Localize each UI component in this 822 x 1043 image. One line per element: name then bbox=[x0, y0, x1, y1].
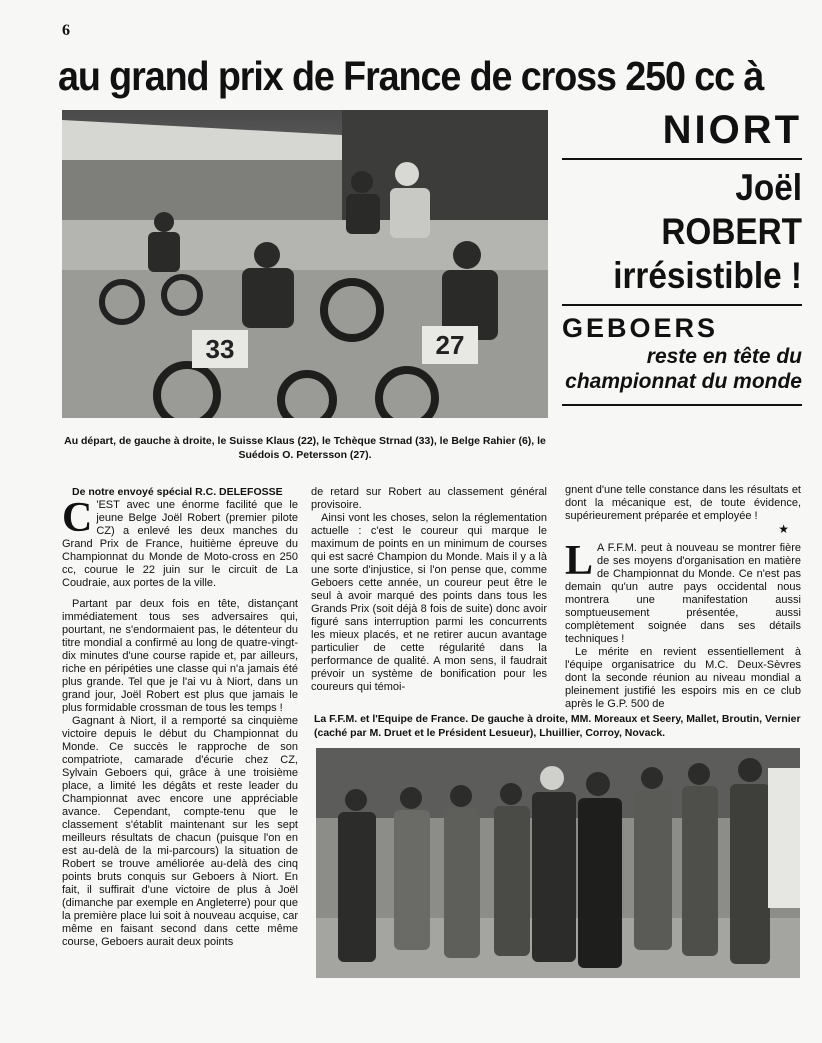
race-start-photo bbox=[62, 110, 548, 418]
divider bbox=[562, 404, 802, 406]
article-paragraph: Le mérite en revient essentiellement à l'équipe organisatrice du M.C. Deux-Sèvres dont la seconde réunion au niveau mondial a pleinement justifié les espoirs mis en ce club après le G.P. 500 de bbox=[565, 646, 801, 710]
star-separator: ★ bbox=[778, 522, 789, 536]
article-paragraph: de retard sur Robert au classement général provisoire. bbox=[311, 486, 547, 511]
title-name: GEBOERS bbox=[562, 313, 719, 343]
article-paragraph: gnent d'une telle constance dans les résultats et dont la mécanique est, de toute évidence, supérieurement préparée et employée ! bbox=[565, 484, 801, 522]
title-subline: reste en tête du championnat du monde bbox=[565, 345, 802, 393]
article-column-1 bbox=[62, 486, 298, 949]
title-block bbox=[562, 108, 802, 412]
photo2-caption: La F.F.M. et l'Equipe de France. De gauche à droite, MM. Moreaux et Seery, Mallet, Broutin, Vernier (caché par M. Druet et le Président Lesueur), Lhuillier, Corroy, Novack. bbox=[314, 713, 801, 739]
title-city: NIORT bbox=[662, 108, 802, 152]
paragraph-text: 'EST avec une énorme facilité que le jeune Belge Joël Robert (premier pilote CZ) a enlevé les deux manches du Grand Prix de France, huitième épreuve du Championnat du Monde de Moto-cross en 250 cc, courue le 22 juin sur le circuit de La Coudraie, aux portes de la ville. bbox=[62, 499, 298, 589]
rider-number-27: 27 bbox=[435, 330, 465, 360]
title-main: Joël ROBERT irrésistible ! bbox=[613, 167, 802, 296]
page-number: 6 bbox=[62, 22, 70, 39]
race-start-image bbox=[62, 110, 548, 418]
byline: De notre envoyé spécial R.C. DELEFOSSE bbox=[72, 486, 283, 498]
article-paragraph: Partant par deux fois en tête, distançant immédiatement tous ses adversaires qui, pourtant, ne s'endormaient pas, le détenteur du titre mondial a confirmé au long de quatre-vingt-dix minutes d'une course rapide et, par ailleurs, riche en péripéties une classe qui n'a jamais été plus grande. Tel que je l'ai vu à Niort, dans un grand jour, Joël Robert est plus que jamais le plus formidable crossman de tous les temps ! bbox=[62, 598, 298, 714]
article-paragraph: Ainsi vont les choses, selon la réglementation actuelle : c'est le coureur qui marque le maximum de points en un minimum de courses qui est sacré Champion du Monde. Mais il y a là une sorte d'injustice, si l'on pense que, comme Geboers cette année, un coureur peut être le seul à avoir marqué des points dans tous les Grands Prix (soit déjà 8 fois de suite) donc avoir figuré sans interruption parmi les concurrents les mieux placés, et ne retirer aucun avantage particulier de cette régularité dans la performance de qualité. A mon sens, il faudrait prévoir un système de bonification pour les coureurs qui témoi- bbox=[311, 512, 547, 693]
article-column-3 bbox=[565, 484, 801, 711]
divider bbox=[562, 304, 802, 306]
dropcap: L bbox=[565, 538, 594, 584]
headline: au grand prix de France de cross 250 cc à bbox=[58, 53, 764, 99]
article-column-2 bbox=[311, 486, 547, 694]
paragraph-text: A F.F.M. peut à nouveau se montrer fière de ses moyens d'organisation en matière de Championnat du Monde. Ce n'est pas demain qu'un autre pays occidental nous montrera une manifestation aussi somptueusement présentée, aussi complètement soignée dans ses détails techniques ! bbox=[565, 542, 801, 645]
dropcap: C bbox=[62, 495, 93, 541]
article-paragraph: Gagnant à Niort, il a remporté sa cinquième victoire depuis le début du Championnat du Monde. Ce succès le rapproche de son compatriote, camarade d'écurie chez CZ, Sylvain Geboers qui, grâce à une troisième place, a limité les dégâts et reste leader du Championnat avec encore une appréciable avance. Cependant, compte-tenu que le classement s'établit maintenant sur les sept meilleurs résultats de chacun (puisque l'on en est au-delà de la mi-parcours) la situation de Robert se trouve améliorée au-delà des cinq points bruts conquis sur Geboers à Niort. En fait, il suffirait d'une victoire de plus à Joël (dimanche par exemple en Angleterre) pour que la première place lui soit à nouveau acquise, car même en faisant second dans cette même course, Geboers aurait deux points bbox=[62, 715, 298, 948]
divider bbox=[562, 158, 802, 160]
team-image bbox=[316, 748, 800, 978]
article-paragraph bbox=[565, 538, 801, 646]
article-paragraph bbox=[62, 495, 298, 590]
rider-number-33: 33 bbox=[205, 334, 235, 364]
photo1-caption: Au départ, de gauche à droite, le Suisse Klaus (22), le Tchèque Strnad (33), le Belge Rahier (6), le Suédois O. Petersson (27). bbox=[64, 435, 546, 461]
team-photo bbox=[316, 748, 800, 978]
